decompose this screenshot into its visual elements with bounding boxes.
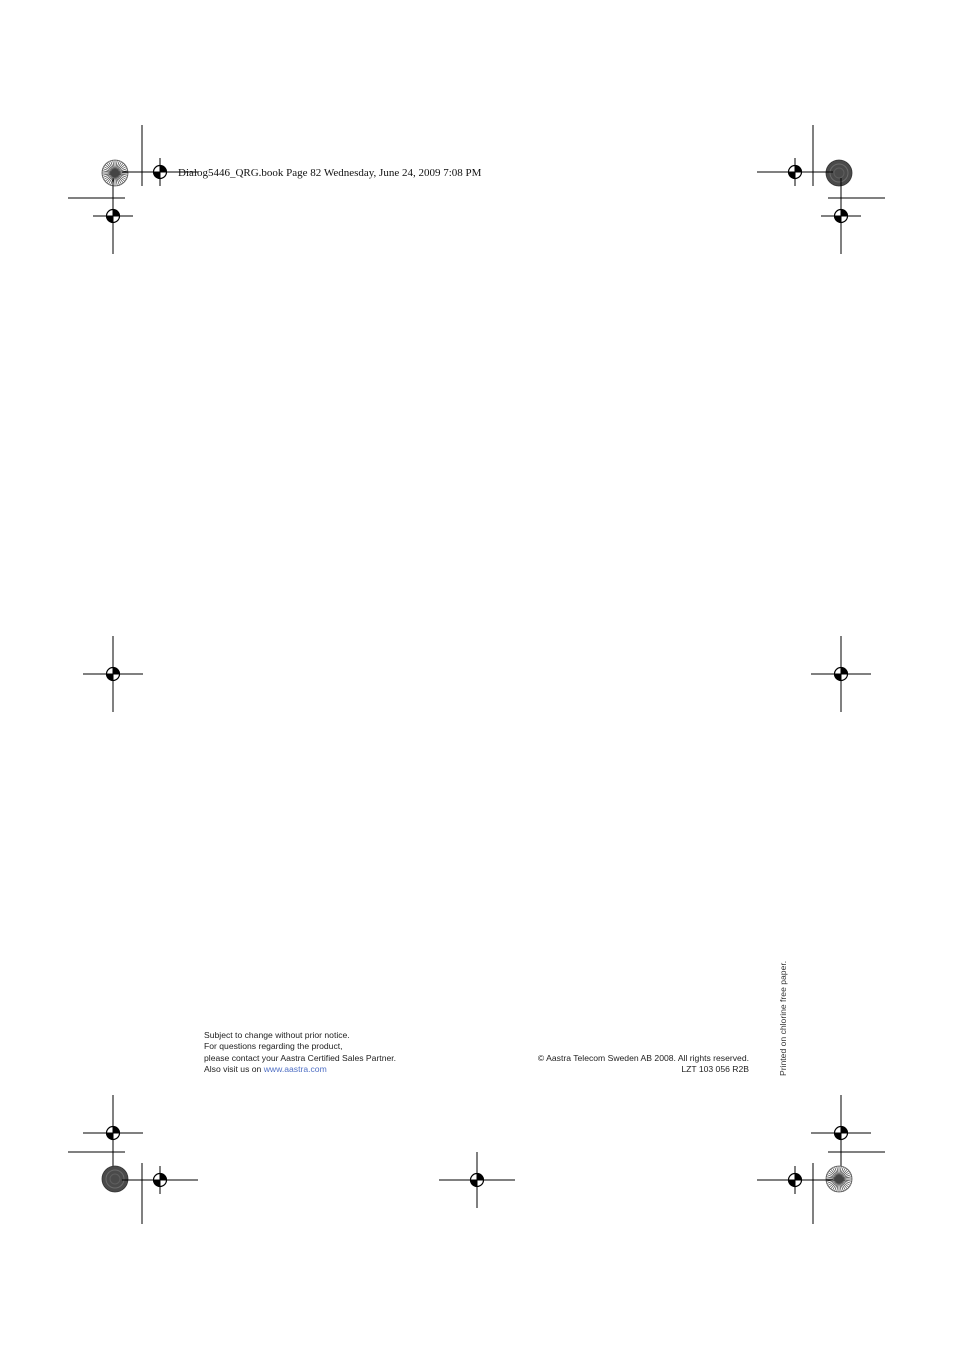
registration-quadrant: [107, 674, 114, 681]
registration-quadrant: [795, 1174, 802, 1181]
registration-quadrant: [154, 1180, 161, 1187]
registration-quadrant: [113, 668, 120, 675]
paper-note: Printed on chlorine free paper.: [778, 960, 788, 1076]
registration-quadrant: [154, 172, 161, 179]
registration-quadrant: [471, 1180, 478, 1187]
registration-quadrant: [789, 172, 796, 179]
registration-quadrant: [789, 1180, 796, 1187]
registration-quadrant: [835, 1133, 842, 1140]
notice-line: please contact your Aastra Certified Sales Partner.: [204, 1052, 397, 1063]
file-header: Dialog5446_QRG.book Page 82 Wednesday, June 24, 2009 7:08 PM: [178, 167, 482, 179]
document-number: LZT 103 056 R2B: [681, 1064, 749, 1075]
copyright-line: © Aastra Telecom Sweden AB 2008. All rights reserved.: [537, 1053, 749, 1063]
website-link[interactable]: www.aastra.com: [263, 1064, 327, 1075]
registration-quadrant: [113, 1127, 120, 1134]
registration-quadrant: [113, 210, 120, 217]
registration-quadrant: [160, 166, 167, 173]
registration-quadrant: [841, 210, 848, 217]
copyright-block: [538, 1053, 749, 1076]
notice-block: [204, 1030, 396, 1076]
registration-quadrant: [160, 1174, 167, 1181]
notice-line: [204, 1064, 396, 1075]
registration-quadrant: [835, 674, 842, 681]
notice-line: For questions regarding the product,: [204, 1041, 343, 1052]
registration-quadrant: [107, 216, 114, 223]
registration-quadrant: [841, 1127, 848, 1134]
registration-quadrant: [841, 668, 848, 675]
registration-quadrant: [835, 216, 842, 223]
registration-quadrant: [477, 1174, 484, 1181]
notice-line: Subject to change without prior notice.: [204, 1030, 350, 1040]
registration-quadrant: [107, 1133, 114, 1140]
notice-prefix: Also visit us on: [204, 1064, 264, 1075]
registration-quadrant: [795, 166, 802, 173]
